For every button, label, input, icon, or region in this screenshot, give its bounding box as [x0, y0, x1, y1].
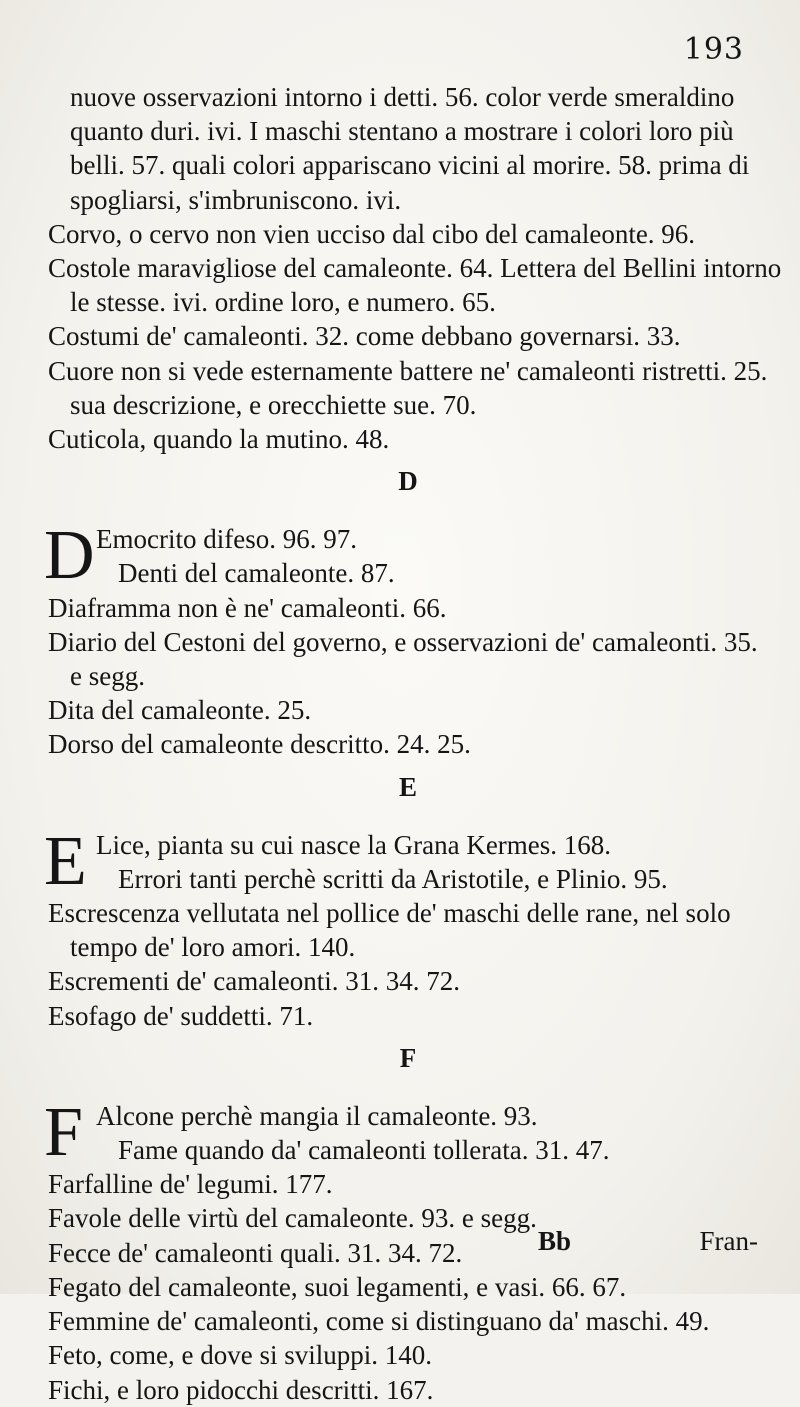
- index-line: e segg.: [70, 661, 145, 692]
- section-heading-e: E: [398, 771, 417, 802]
- index-line: Cuticola, quando la mutino. 48.: [48, 424, 390, 455]
- index-line: Cuore non si vede esternamente battere ne' camaleonti ristretti. 25.: [48, 355, 768, 386]
- index-line: spogliarsi, s'imbruniscono. ivi.: [70, 184, 402, 215]
- index-section-c: [48, 80, 782, 456]
- index-line: Dorso del camaleonte descritto. 24. 25.: [48, 729, 471, 760]
- index-entries: [44, 80, 782, 1407]
- index-line: Dita del camaleonte. 25.: [48, 695, 312, 726]
- index-section-e: [44, 822, 768, 1033]
- index-line: Errori tanti perchè scritti da Aristotile, e Plinio. 95.: [118, 863, 668, 894]
- index-line: Alcone perchè mangia il camaleonte. 93.: [96, 1100, 538, 1131]
- dropcap-entry: [44, 1093, 768, 1171]
- index-line: Costole maravigliose del camaleonte. 64. Lettera del Bellini intorno: [48, 253, 782, 284]
- index-line: Feto, come, e dove si sviluppi. 140.: [48, 1340, 432, 1371]
- index-line: Escrementi de' camaleonti. 31. 34. 72.: [48, 966, 460, 997]
- index-line: Esofago de' suddetti. 71.: [48, 1000, 314, 1031]
- index-section-f: [44, 1093, 768, 1407]
- index-line: Escrescenza vellutata nel pollice de' maschi delle rane, nel solo: [48, 898, 731, 929]
- dropcap-letter: F: [44, 1093, 83, 1171]
- index-line: sua descrizione, e orecchiette sue. 70.: [70, 389, 477, 420]
- index-line: Fame quando da' camaleonti tollerata. 31. 47.: [118, 1135, 610, 1166]
- catchword: Fran-: [699, 1226, 758, 1256]
- dropcap-letter: D: [44, 517, 95, 595]
- index-line: Costumi de' camaleonti. 32. come debbano governarsi. 33.: [48, 321, 681, 352]
- index-line: belli. 57. quali colori appariscano vicini al morire. 58. prima di: [70, 150, 750, 181]
- index-line: tempo de' loro amori. 140.: [70, 932, 356, 963]
- section-heading-d: D: [398, 466, 418, 497]
- index-line: Denti del camaleonte. 87.: [118, 558, 395, 589]
- index-line: Favole delle virtù del camaleonte. 93. e segg.: [48, 1203, 537, 1234]
- index-line: Diario del Cestoni del governo, e osservazioni de' camaleonti. 35.: [48, 626, 758, 657]
- index-line: Fecce de' camaleonti quali. 31. 34. 72.: [48, 1237, 463, 1268]
- section-heading-f: F: [399, 1042, 417, 1073]
- index-line: Emocrito difeso. 96. 97.: [96, 524, 357, 555]
- index-line: Corvo, o cervo non vien ucciso dal cibo del camaleonte. 96.: [48, 218, 696, 249]
- index-line: quanto duri. ivi. I maschi stentano a mostrare i colori loro più: [70, 116, 734, 147]
- dropcap-letter: E: [44, 822, 87, 900]
- index-section-d: [44, 517, 768, 761]
- index-line: Farfalline de' legumi. 177.: [48, 1169, 333, 1200]
- index-line: Lice, pianta su cui nasce la Grana Kermes. 168.: [96, 829, 612, 860]
- index-line: Femmine de' camaleonti, come si distinguano da' maschi. 49.: [48, 1306, 710, 1337]
- index-line: Diaframma non è ne' camaleonti. 66.: [48, 592, 447, 623]
- index-line: le stesse. ivi. ordine loro, e numero. 65.: [70, 287, 496, 318]
- index-line: Fegato del camaleonte, suoi legamenti, e vasi. 66. 67.: [48, 1271, 627, 1302]
- signature-mark: Bb: [538, 1226, 572, 1256]
- dropcap-entry: [44, 517, 768, 595]
- index-line: nuove osservazioni intorno i detti. 56. color verde smeraldino: [70, 82, 735, 112]
- dropcap-entry: [44, 822, 768, 900]
- page-number: 193: [683, 32, 744, 67]
- index-line: Fichi, e loro pidocchi descritti. 167.: [48, 1374, 434, 1405]
